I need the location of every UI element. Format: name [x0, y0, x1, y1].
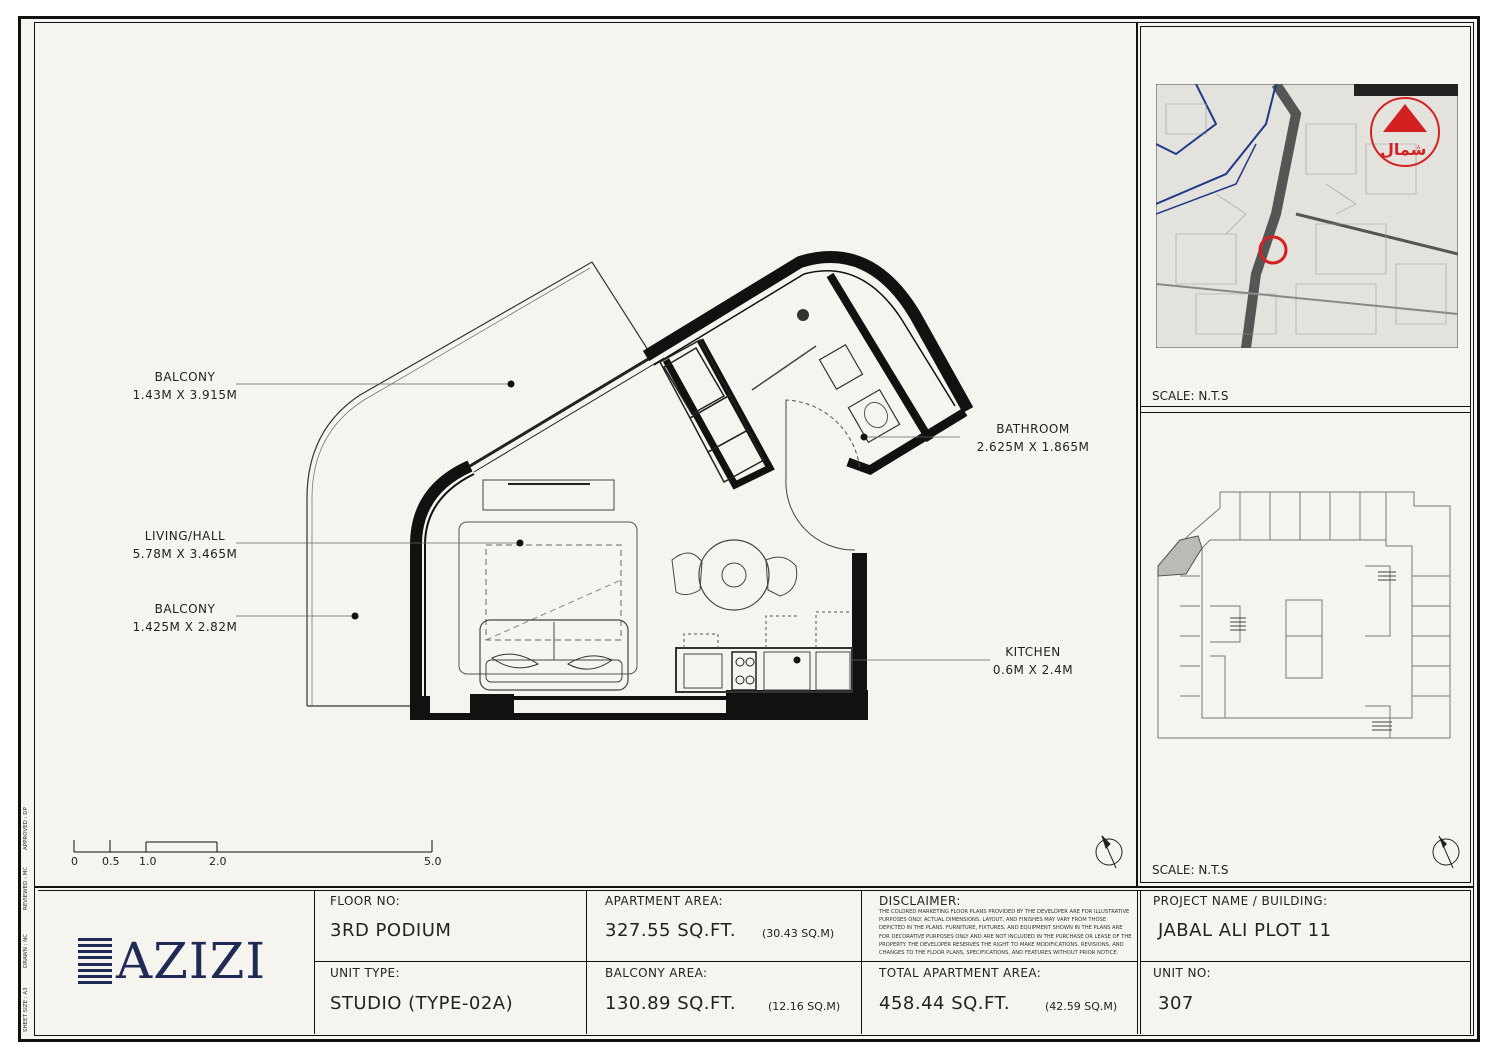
unit-type-value: STUDIO (TYPE-02A) — [330, 993, 514, 1014]
side-reviewed: REVIEWED : MC — [23, 866, 29, 910]
scale-tick-1: 1.0 — [139, 855, 157, 868]
unit-no-value: 307 — [1158, 993, 1194, 1014]
map-north-label: شمال — [1380, 140, 1427, 159]
divider-tb-5 — [1140, 890, 1141, 1034]
floor-label: FLOOR NO: — [330, 894, 401, 908]
floor-value: 3RD PODIUM — [330, 920, 452, 941]
divider-titleblock-row-right — [1140, 961, 1471, 962]
azizi-logo — [78, 932, 267, 990]
balcony-area-label: BALCONY AREA: — [605, 966, 708, 980]
divider-tb-2 — [586, 890, 587, 1034]
divider-keymap-mid1 — [1140, 406, 1471, 407]
unit-no-label: UNIT NO: — [1153, 966, 1211, 980]
divider-titleblock-inner — [38, 890, 1470, 891]
divider-keymap-mid2 — [1140, 412, 1471, 413]
dining-table — [699, 540, 769, 610]
brand-name: AZIZI — [116, 932, 267, 990]
divider-keymap-right — [1470, 26, 1471, 882]
label-balcony-bottom: BALCONY 1.425M X 2.82M — [132, 602, 238, 634]
divider-titleblock-row — [314, 961, 1137, 962]
divider-keymap-left — [1140, 26, 1141, 882]
total-area-sqm: (42.59 SQ.M) — [1045, 1000, 1118, 1013]
divider-keymap-top — [1140, 26, 1471, 27]
balcony-area-sqm: (12.16 SQ.M) — [768, 1000, 841, 1013]
apartment-area-label: APARTMENT AREA: — [605, 894, 723, 908]
side-sheet-size: SHEET SIZE : A3 — [23, 987, 29, 1032]
divider-titleblock — [34, 886, 1474, 888]
disclaimer-text: THE COLORED MARKETING FLOOR PLANS PROVIDED BY THE DEVELOPER ARE FOR ILLUSTRATIVE PURPOSES ONLY. ACTUAL DIMENSIONS, LAYOUT, AND FINISHES MAY VARY FROM THOSE DEPICTED IN THE PLANS. FURNITURE, FIXTURES, AND EQUIPMENT SHOWN IN THE PLANS ARE FOR DECORATIVE PURPOSES ONLY AND ARE NOT INCLUDED IN THE PURCHASE OR LEASE OF THE PROPERTY. THE DEVELOPER RESERVES THE RIGHT TO MAKE MODIFICATIONS, REVISIONS, AND CHANGES TO THE FLOOR PLANS, SPECIFICATIONS, AND FEATURES WITHOUT PRIOR NOTICE. — [879, 909, 1132, 957]
divider-keymap-bottom — [1140, 882, 1471, 883]
label-balcony-top: BALCONY 1.43M X 3.915M — [132, 370, 238, 402]
keymap-scale: SCALE: N.T.S — [1152, 389, 1229, 403]
apartment-area-sqm: (30.43 SQ.M) — [762, 927, 835, 940]
total-area-value: 458.44 SQ.FT. — [879, 993, 1011, 1014]
scale-tick-0: 0 — [71, 855, 78, 868]
divider-tb-1 — [314, 890, 315, 1034]
label-living-hall: LIVING/HALL 5.78M X 3.465M — [132, 529, 238, 561]
balcony-area-value: 130.89 SQ.FT. — [605, 993, 737, 1014]
apartment-area-value: 327.55 SQ.FT. — [605, 920, 737, 941]
key-plan — [1150, 486, 1460, 742]
disclaimer-label: DISCLAIMER: — [879, 894, 961, 908]
scale-tick-0-5: 0.5 — [102, 855, 120, 868]
unit-type-label: UNIT TYPE: — [330, 966, 400, 980]
label-bathroom: BATHROOM 2.625M X 1.865M — [976, 422, 1090, 454]
balcony-outline — [307, 262, 648, 706]
project-value: JABAL ALI PLOT 11 — [1158, 920, 1332, 941]
unit-highlight — [1158, 536, 1202, 576]
keyplan-scale: SCALE: N.T.S — [1152, 863, 1229, 877]
divider-tb-4 — [1137, 890, 1138, 1034]
location-map — [1156, 84, 1458, 348]
bathroom-wall — [646, 257, 968, 410]
project-label: PROJECT NAME / BUILDING: — [1153, 894, 1328, 908]
north-arrow-keyplan — [1430, 834, 1462, 870]
scale-tick-2: 2.0 — [209, 855, 227, 868]
label-kitchen: KITCHEN 0.6M X 2.4M — [992, 645, 1074, 677]
scale-tick-5: 5.0 — [424, 855, 442, 868]
north-arrow-plan — [1096, 836, 1122, 868]
scale-bar-graphic — [74, 840, 432, 852]
divider-tb-6 — [1470, 890, 1471, 1034]
side-drawn: DRAWN : NC — [23, 933, 29, 968]
total-area-label: TOTAL APARTMENT AREA: — [879, 966, 1042, 980]
divider-tb-3 — [861, 890, 862, 1034]
side-approved: APPROVED : DP — [23, 807, 29, 850]
